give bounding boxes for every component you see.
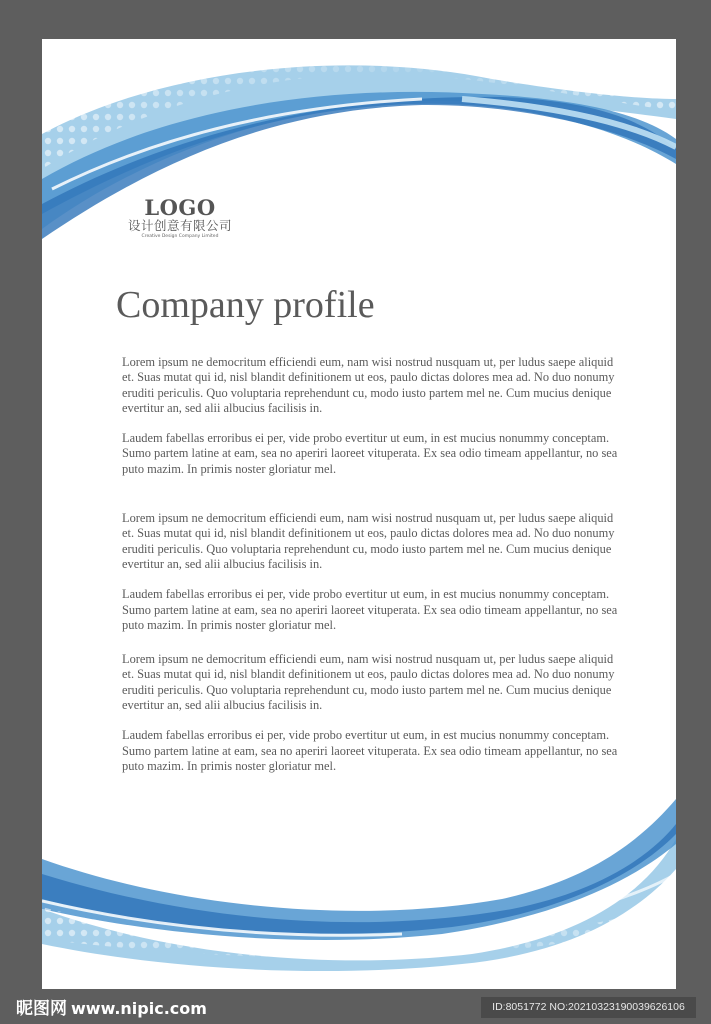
site-watermark[interactable] [16,994,207,1019]
paragraph: Lorem ipsum ne democritum efficiendi eum, nam wisi nostrud nusquam ut, per ludus saepe aliquid et. Suas mutat qui id, nisl blandit definitionem ut eos, paulo dictas dolores mea ad. No duo nonumy eruditi periculis. Quo voluptaria reprehendunt cu, modo iusto partem mel ne. Cum mucius denique evertitur an, sed alii albucius facilisis in. [122,355,615,415]
logo-company-en: Creative Design Company Limited [141,234,219,239]
paragraph: Lorem ipsum ne democritum efficiendi eum, nam wisi nostrud nusquam ut, per ludus saepe aliquid et. Suas mutat qui id, nisl blandit definitionem ut eos, paulo dictas dolores mea ad. No duo nonumy eruditi periculis. Quo voluptaria reprehendunt cu, modo iusto partem mel ne. Cum mucius denique evertitur an, sed alii albucius facilisis in. [122,511,615,571]
bottom-wave [42,799,676,971]
watermark-bar [0,989,711,1024]
profile-body [122,355,622,774]
paragraph: Lorem ipsum ne democritum efficiendi eum, nam wisi nostrud nusquam ut, per ludus saepe aliquid et. Suas mutat qui id, nisl blandit definitionem ut eos, paulo dictas dolores mea ad. No duo nonumy eruditi periculis. Quo voluptaria reprehendunt cu, modo iusto partem mel ne. Cum mucius denique evertitur an, sed alii albucius facilisis in. [122,652,615,713]
logo-mark: LOGO [144,195,216,220]
site-name-cn: 昵图网 [16,999,67,1019]
paragraph: Laudem fabellas erroribus ei per, vide probo evertitur ut eum, in est mucius nonummy conceptam. Sumo partem latine at eam, sea no aperiri laoreet vituperata. Ex sea odio timeam appellantur, no sea puto mazim. In primis noster gloriatur mel. [122,431,618,476]
image-id-badge: ID:8051772 NO:20210323190039626106 [481,997,696,1018]
paragraph: Laudem fabellas erroribus ei per, vide probo evertitur ut eum, in est mucius nonummy conceptam. Sumo partem latine at eam, sea no aperiri laoreet vituperata. Ex sea odio timeam appellantur, no sea puto mazim. In primis noster gloriatur mel. [122,587,618,632]
page-title: Company profile [116,284,375,326]
logo-company-cn: 设计创意有限公司 [127,218,232,233]
letterhead-page [42,39,676,989]
site-url[interactable]: www.nipic.com [71,999,207,1018]
paragraph: Laudem fabellas erroribus ei per, vide probo evertitur ut eum, in est mucius nonummy conceptam. Sumo partem latine at eam, sea no aperiri laoreet vituperata. Ex sea odio timeam appellantur, no sea puto mazim. In primis noster gloriatur mel. [122,728,618,773]
company-logo [120,197,240,240]
